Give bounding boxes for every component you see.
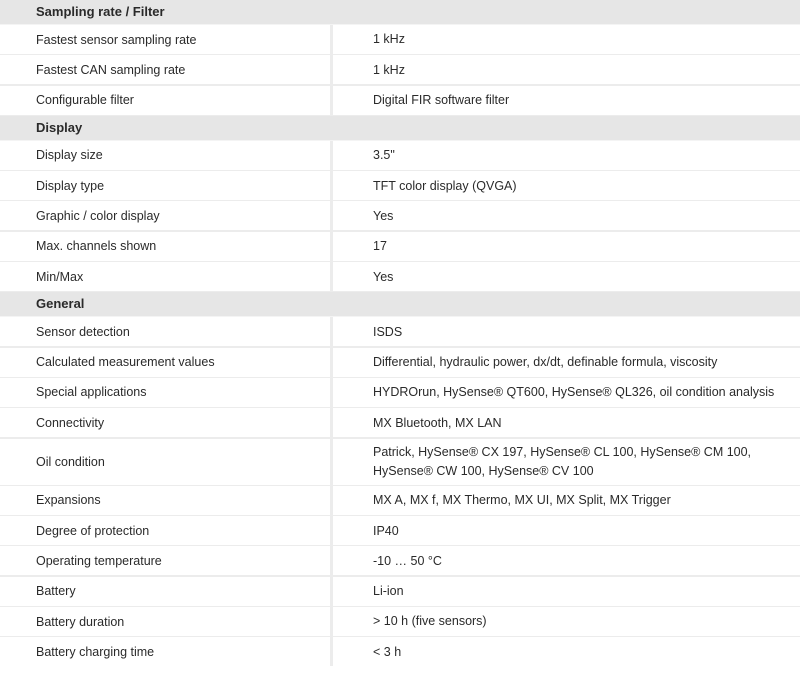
- row-value: 1 kHz: [333, 25, 800, 54]
- row-value: ISDS: [333, 317, 800, 346]
- row-value: Li-ion: [333, 577, 800, 606]
- row-value: Yes: [333, 262, 800, 291]
- table-row: [0, 262, 800, 291]
- row-label: Configurable filter: [0, 86, 330, 115]
- row-value: TFT color display (QVGA): [333, 171, 800, 200]
- table-row: [0, 637, 800, 666]
- row-label: Fastest CAN sampling rate: [0, 55, 330, 84]
- row-value: MX Bluetooth, MX LAN: [333, 408, 800, 437]
- row-label: Sensor detection: [0, 317, 330, 346]
- section-header-display: Display: [0, 116, 800, 141]
- table-row: [0, 171, 800, 200]
- table-row: [0, 408, 800, 437]
- row-label: Calculated measurement values: [0, 348, 330, 377]
- row-value: HYDROrun, HySense® QT600, HySense® QL326, oil condition analysis: [333, 378, 800, 407]
- row-label: Connectivity: [0, 408, 330, 437]
- row-label: Battery: [0, 577, 330, 606]
- table-row: [0, 378, 800, 407]
- row-value-text: Patrick, HySense® CX 197, HySense® CL 100, HySense® CM 100, HySense® CW 100, HySense® CV 100: [373, 445, 752, 478]
- row-value: Digital FIR software filter: [333, 86, 800, 115]
- table-row: [0, 141, 800, 170]
- table-row: [0, 317, 800, 346]
- section-header-general: General: [0, 292, 800, 317]
- row-value: 17: [333, 232, 800, 261]
- row-value: < 3 h: [333, 637, 800, 666]
- row-value: 3.5": [333, 141, 800, 170]
- row-value: Differential, hydraulic power, dx/dt, definable formula, viscosity: [333, 348, 800, 377]
- table-row: [0, 86, 800, 115]
- table-row: [0, 348, 800, 377]
- row-label: Special applications: [0, 378, 330, 407]
- table-row: [0, 55, 800, 84]
- table-row: [0, 232, 800, 261]
- table-row: [0, 577, 800, 606]
- row-label: Display size: [0, 141, 330, 170]
- row-label: Min/Max: [0, 262, 330, 291]
- row-value: -10 … 50 °C: [333, 546, 800, 575]
- table-row: [0, 486, 800, 515]
- row-value: 1 kHz: [333, 55, 800, 84]
- row-label: Battery charging time: [0, 637, 330, 666]
- row-value: IP40: [333, 516, 800, 545]
- row-label: Oil condition: [0, 439, 330, 485]
- row-label: Operating temperature: [0, 546, 330, 575]
- row-label: Expansions: [0, 486, 330, 515]
- table-row: [0, 607, 800, 636]
- row-value: MX A, MX f, MX Thermo, MX UI, MX Split, MX Trigger: [333, 486, 800, 515]
- row-label: Graphic / color display: [0, 201, 330, 230]
- section-header-sampling-rate: Sampling rate / Filter: [0, 0, 800, 25]
- row-label: Display type: [0, 171, 330, 200]
- row-value: Yes: [333, 201, 800, 230]
- row-label: Fastest sensor sampling rate: [0, 25, 330, 54]
- row-value: [333, 439, 800, 485]
- table-row: [0, 516, 800, 545]
- table-row: [0, 201, 800, 230]
- table-row: [0, 25, 800, 54]
- row-value: > 10 h (five sensors): [333, 607, 800, 636]
- row-label: Max. channels shown: [0, 232, 330, 261]
- table-row: [0, 546, 800, 575]
- table-row: [0, 439, 800, 485]
- row-label: Battery duration: [0, 607, 330, 636]
- row-label: Degree of protection: [0, 516, 330, 545]
